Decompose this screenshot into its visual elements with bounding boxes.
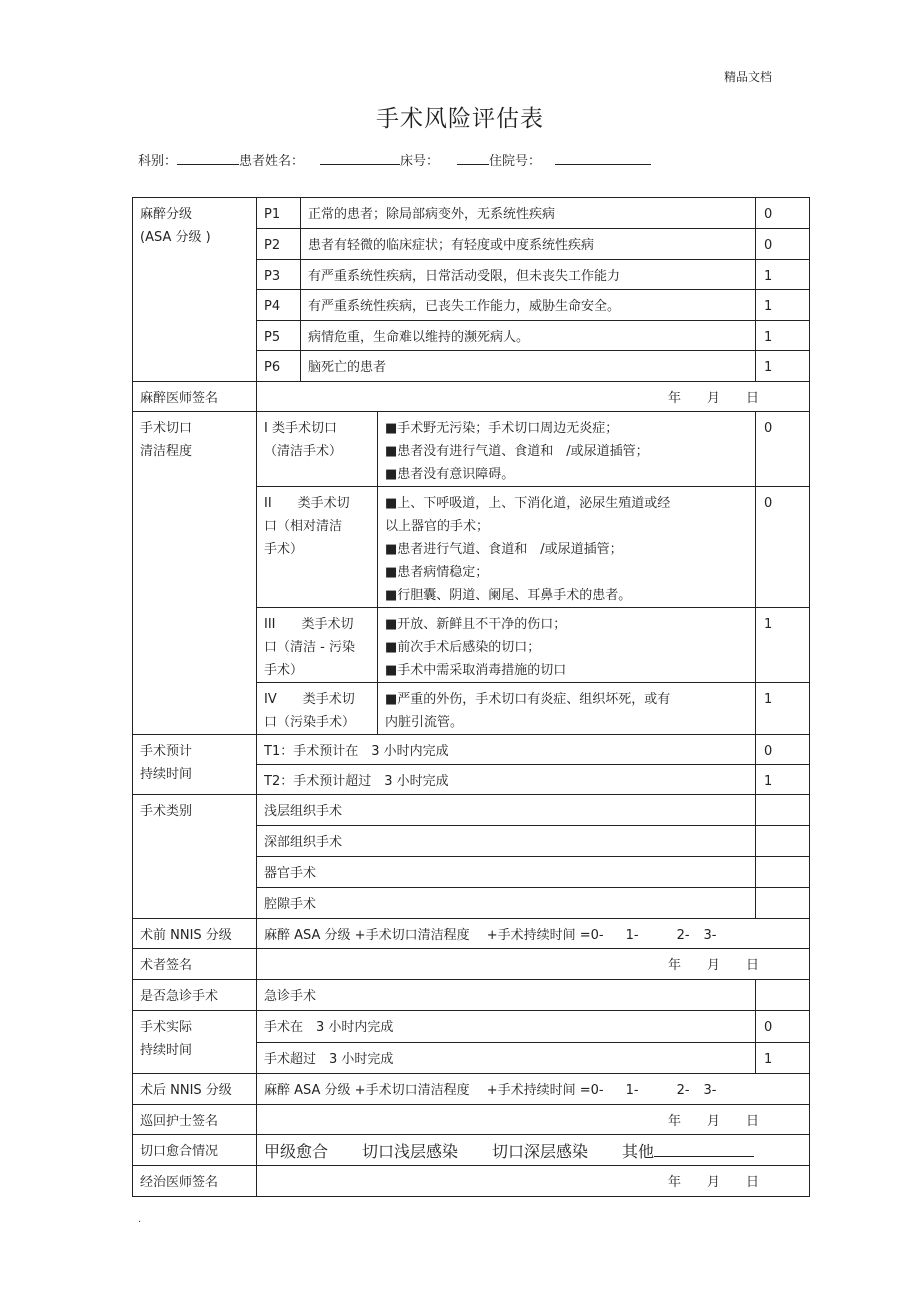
actual-duration-option: 手术超过 3 小时完成 [257, 1043, 756, 1074]
emergency-label: 是否急诊手术 [133, 980, 257, 1011]
surgeon-sign-label: 术者签名 [133, 949, 257, 980]
wound-score: 0 [756, 412, 810, 487]
post-nnis-label: 术后 NNIS 分级 [133, 1074, 257, 1105]
wound-score: 0 [756, 487, 810, 608]
category-option: 浅层组织手术 [257, 795, 756, 826]
healing-option-superficial[interactable]: 切口浅层感染 [362, 1142, 459, 1161]
actual-duration-score: 1 [756, 1043, 810, 1074]
asa-desc: 有严重系统性疾病，已丧失工作能力，威胁生命安全。 [301, 290, 756, 321]
pre-nnis-formula: 麻醉 ASA 分级 +手术切口清洁程度 +手术持续时间 =0- 1- 2- 3- [257, 919, 810, 949]
category-option: 深部组织手术 [257, 826, 756, 857]
patient-info-line [138, 150, 651, 169]
healing-label: 切口愈合情况 [133, 1135, 257, 1166]
wound-score: 1 [756, 608, 810, 683]
pre-nnis-label: 术前 NNIS 分级 [133, 919, 257, 949]
healing-option-deep[interactable]: 切口深层感染 [492, 1142, 589, 1161]
surgeon-sign-field[interactable]: 年 月 日 [257, 949, 810, 980]
attending-sign-field[interactable]: 年 月 日 [257, 1166, 810, 1197]
category-score-cell[interactable] [756, 857, 810, 888]
wound-class: IV 类手术切 口（污染手术） [257, 683, 378, 735]
duration-label: 手术预计 持续时间 [133, 735, 257, 795]
wound-class: III 类手术切 口（清洁 - 污染 手术） [257, 608, 378, 683]
wound-class: I 类手术切口 （清洁手术） [257, 412, 378, 487]
nurse-sign-field[interactable]: 年 月 日 [257, 1105, 810, 1135]
category-option: 腔隙手术 [257, 888, 756, 919]
duration-option: T2：手术预计超过 3 小时完成 [257, 765, 756, 795]
healing-option-grade-a[interactable]: 甲级愈合 [264, 1142, 329, 1161]
healing-option-other[interactable]: 其他 [622, 1142, 655, 1161]
wound-label: 手术切口 清洁程度 [133, 412, 257, 735]
category-option: 器官手术 [257, 857, 756, 888]
asa-desc: 病情危重，生命难以维持的濒死病人。 [301, 321, 756, 351]
actual-duration-score: 0 [756, 1011, 810, 1043]
asa-score: 1 [756, 321, 810, 351]
wound-criteria: ■严重的外伤，手术切口有炎症、组织坏死，或有 内脏引流管。 [378, 683, 756, 735]
dept-label: 科别： [138, 154, 178, 169]
post-nnis-formula: 麻醉 ASA 分级 +手术切口清洁程度 +手术持续时间 =0- 1- 2- 3- [257, 1074, 810, 1105]
category-score-cell[interactable] [756, 826, 810, 857]
healing-options [257, 1135, 810, 1166]
patient-name-blank[interactable] [320, 150, 400, 165]
wound-criteria: ■上、下呼吸道，上、下消化道，泌尿生殖道或经 以上器官的手术； ■患者进行气道、食道和 /或尿道插管； ■患者病情稳定； ■行胆囊、阴道、阑尾、耳鼻手术的患者。 [378, 487, 756, 608]
asa-score: 0 [756, 229, 810, 260]
anesth-sign-label: 麻醉医师签名 [133, 382, 257, 412]
admission-blank[interactable] [555, 150, 651, 165]
anesth-sign-field[interactable]: 年 月 日 [257, 382, 810, 412]
attending-sign-label: 经治医师签名 [133, 1166, 257, 1197]
asa-code: P6 [257, 351, 301, 382]
asa-code: P1 [257, 198, 301, 229]
bed-label: 床号： [400, 154, 440, 169]
asa-code: P2 [257, 229, 301, 260]
asa-code: P5 [257, 321, 301, 351]
page-title: 手术风险评估表 [376, 106, 544, 132]
patient-name-label: 患者姓名： [239, 154, 305, 169]
wound-score: 1 [756, 683, 810, 735]
wound-class: II 类手术切 口（相对清洁 手术） [257, 487, 378, 608]
emergency-option: 急诊手术 [257, 980, 756, 1011]
asa-desc: 正常的患者；除局部病变外，无系统性疾病 [301, 198, 756, 229]
asa-code: P3 [257, 260, 301, 290]
asa-desc: 有严重系统性疾病，日常活动受限，但未丧失工作能力 [301, 260, 756, 290]
asa-score: 1 [756, 351, 810, 382]
category-label: 手术类别 [133, 795, 257, 919]
actual-duration-option: 手术在 3 小时内完成 [257, 1011, 756, 1043]
duration-score: 0 [756, 735, 810, 765]
actual-duration-label: 手术实际 持续时间 [133, 1011, 257, 1074]
wound-criteria: ■开放、新鲜且不干净的伤口； ■前次手术后感染的切口； ■手术中需采取消毒措施的切口 [378, 608, 756, 683]
dept-blank[interactable] [177, 150, 239, 165]
category-score-cell[interactable] [756, 888, 810, 919]
asa-label: 麻醉分级 (ASA 分级 ) [133, 198, 257, 382]
duration-option: T1：手术预计在 3 小时内完成 [257, 735, 756, 765]
asa-score: 0 [756, 198, 810, 229]
risk-assessment-table [132, 197, 810, 1197]
emergency-score-cell[interactable] [756, 980, 810, 1011]
admission-label: 住院号： [489, 154, 542, 169]
asa-code: P4 [257, 290, 301, 321]
healing-other-blank[interactable] [654, 1140, 754, 1157]
duration-score: 1 [756, 765, 810, 795]
bed-blank[interactable] [457, 150, 489, 165]
category-score-cell[interactable] [756, 795, 810, 826]
watermark-label: 精品文档 [724, 70, 773, 84]
page-mark: . [138, 1214, 142, 1225]
nurse-sign-label: 巡回护士签名 [133, 1105, 257, 1135]
asa-score: 1 [756, 260, 810, 290]
asa-desc: 患者有轻微的临床症状；有轻度或中度系统性疾病 [301, 229, 756, 260]
asa-desc: 脑死亡的患者 [301, 351, 756, 382]
asa-score: 1 [756, 290, 810, 321]
wound-criteria: ■手术野无污染；手术切口周边无炎症； ■患者没有进行气道、食道和 /或尿道插管； ■患者没有意识障碍。 [378, 412, 756, 487]
